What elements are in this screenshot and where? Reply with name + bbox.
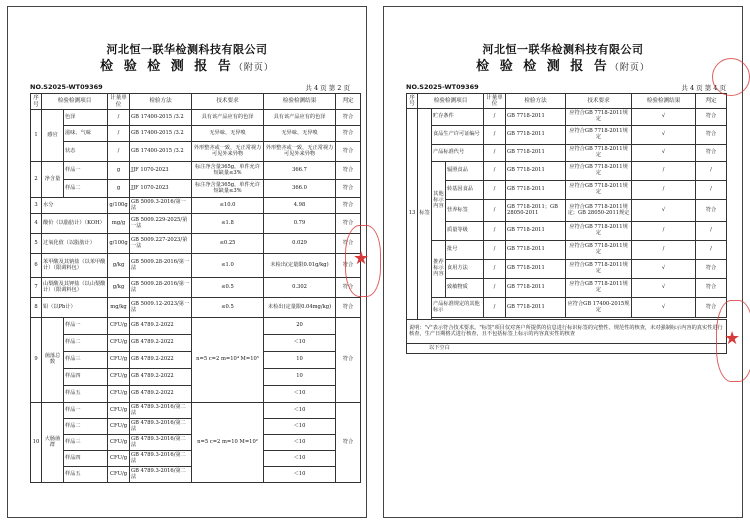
table-row	[31, 254, 361, 278]
method: GB 5009.12-2023/第一法	[130, 298, 192, 318]
result: ＜10	[264, 403, 336, 419]
item-name: 样品一	[64, 403, 108, 419]
table-row	[407, 279, 727, 298]
row-index: 3	[31, 198, 42, 214]
item-name: 过氧化值（以脂肪计）	[42, 234, 108, 254]
result: 4.98	[264, 198, 336, 214]
report-title	[8, 55, 366, 74]
item-name: 食用方法	[446, 260, 484, 279]
requirement: 应符合GB 17400-2015规定	[566, 298, 632, 318]
subgroup-label: 其他标示内容	[432, 162, 446, 241]
verdict: 符合	[336, 254, 361, 278]
result: 20	[264, 318, 336, 335]
item-name: 样品四	[64, 451, 108, 467]
requirement: 应符合GB 7718-2011规定	[566, 222, 632, 241]
item-name: 酸价（以脂肪计）（KOH）	[42, 214, 108, 234]
item-name: 辐照食品	[446, 162, 484, 181]
header-cell: 检验检测项目	[418, 94, 484, 109]
method: GB 7718-2011	[506, 181, 566, 200]
method: GB 17400-2015 /3.2	[130, 110, 192, 126]
result: √	[632, 109, 696, 126]
result: √	[632, 126, 696, 145]
table-row	[407, 109, 727, 126]
unit: CFU/g	[108, 419, 130, 435]
unit: CFU/g	[108, 335, 130, 352]
header-cell: 技术要求	[192, 94, 264, 110]
result: 0.79	[264, 214, 336, 234]
header-cell: 检验检测项目	[42, 94, 108, 110]
unit: mg/kg	[108, 298, 130, 318]
table-row	[31, 298, 361, 318]
item-name: 样品五	[64, 386, 108, 403]
item-name: 样品二	[64, 419, 108, 435]
method: GB 4789.3-2016/第二法	[130, 467, 192, 483]
unit: /	[484, 181, 506, 200]
row-index: 2	[31, 162, 42, 198]
unit: g/100g	[108, 198, 130, 214]
verdict: 符合	[696, 126, 727, 145]
requirement: ≤0.5	[192, 298, 264, 318]
title-text: 检 验 检 测 报 告	[100, 59, 234, 74]
table-row	[31, 110, 361, 126]
result: 未检出(定量限0.04mg/kg)	[264, 298, 336, 318]
requirement: 外形整齐或一致，无正常视力可见外来异物	[192, 142, 264, 162]
requirement: ≤1.8	[192, 214, 264, 234]
requirement: 应符合GB 7718-2011规定	[566, 181, 632, 200]
unit: CFU/g	[108, 451, 130, 467]
table-row	[407, 298, 727, 318]
table-row	[31, 234, 361, 254]
title-suffix: （附页）	[609, 63, 650, 73]
star-icon: ★	[724, 328, 741, 349]
method: GB 4789.2-2022	[130, 318, 192, 335]
header-cell: 计量单位	[108, 94, 130, 110]
verdict: 符合	[696, 279, 727, 298]
item-name: 山梨酸及其钾盐（以山梨酸计）（限调料包）	[42, 278, 108, 298]
unit: /	[484, 126, 506, 145]
requirement: 标注净含量365g，单件允许短缺量≤3%	[192, 162, 264, 180]
group-label: 大肠菌群	[42, 403, 64, 483]
table-row	[407, 162, 727, 181]
company-name: 河北恒一联华检测科技有限公司	[106, 43, 268, 56]
item-name: 状态	[64, 142, 108, 162]
verdict: 符合	[696, 260, 727, 279]
verdict: 符合	[336, 214, 361, 234]
header-cell: 检验方法	[130, 94, 192, 110]
result: √	[632, 145, 696, 162]
requirement: ≤1.0	[192, 254, 264, 278]
unit: /	[484, 200, 506, 222]
group-label: 标签	[418, 109, 432, 320]
result: √	[632, 200, 696, 222]
requirement: 标注净含量365g，单件允许短缺量≤3%	[192, 180, 264, 198]
requirement: n=5 c=2 m=10⁴ M=10⁵	[192, 318, 264, 403]
unit: g	[108, 162, 130, 180]
table-row	[407, 260, 727, 279]
item-name: 致敏物质	[446, 279, 484, 298]
item-name: 滋味、气味	[64, 126, 108, 142]
result: ＜10	[264, 419, 336, 435]
item-name: 产品标准代号	[432, 145, 484, 162]
header-cell: 判定	[336, 94, 361, 110]
table-row	[407, 126, 727, 145]
item-name: 转基因食品	[446, 181, 484, 200]
item-name: 样品一	[64, 162, 108, 180]
star-icon: ★	[353, 248, 370, 269]
group-label: 菌落总数	[42, 318, 64, 403]
method: GB 4789.2-2022	[130, 352, 192, 369]
requirement: ≤0.25	[192, 234, 264, 254]
verdict: /	[696, 181, 727, 200]
unit: CFU/g	[108, 386, 130, 403]
unit: /	[484, 222, 506, 241]
header-cell: 计量单位	[484, 94, 506, 109]
result: √	[632, 260, 696, 279]
page-info: 共 4 页 第 2 页	[305, 84, 350, 92]
verdict: 符合	[336, 162, 361, 180]
page-info: 共 4 页 第 4 页	[681, 84, 726, 92]
item-name: 色泽	[64, 110, 108, 126]
method: GB 4789.3-2016/第二法	[130, 419, 192, 435]
results-table	[406, 93, 727, 354]
method: GB 7718-2011	[506, 109, 566, 126]
header-cell: 检验检测结果	[264, 94, 336, 110]
verdict: 符合	[336, 278, 361, 298]
table-row	[31, 198, 361, 214]
result: ＜10	[264, 435, 336, 451]
table-row	[407, 200, 727, 222]
method: GB 7718-2011	[506, 279, 566, 298]
table-row	[407, 222, 727, 241]
verdict: 符合	[696, 145, 727, 162]
requirement: 应符合GB 7718-2011规定	[566, 126, 632, 145]
table-row	[31, 126, 361, 142]
method: GB 4789.2-2022	[130, 369, 192, 386]
result: 无异味、无异嗅	[264, 126, 336, 142]
requirement: 应符合GB 7718-2011规定	[566, 109, 632, 126]
item-name: 质量等级	[446, 222, 484, 241]
group-label: 感官	[42, 110, 64, 162]
item-name: 营养标签	[446, 200, 484, 222]
report-number: NO.S2025-WT09369	[406, 83, 479, 91]
row-index: 10	[31, 403, 42, 483]
row-index: 9	[31, 318, 42, 403]
unit: /	[484, 298, 506, 318]
row-index: 6	[31, 254, 42, 278]
unit: /	[484, 260, 506, 279]
method: GB 7718-2011	[506, 145, 566, 162]
unit: /	[108, 126, 130, 142]
item-name: 苯甲酸及其钠盐（以苯甲酸计）（限调料包）	[42, 254, 108, 278]
group-label: 净含量	[42, 162, 64, 198]
report-page-right	[383, 6, 743, 518]
result: 10	[264, 369, 336, 386]
unit: g/100g	[108, 234, 130, 254]
requirement: 应符合GB 7718-2011规定	[566, 279, 632, 298]
requirement: 应符合GB 7718-2011规定	[566, 260, 632, 279]
company-name: 河北恒一联华检测科技有限公司	[482, 43, 644, 56]
report-title	[384, 55, 742, 74]
unit: CFU/g	[108, 435, 130, 451]
method: GB 4789.3-2016/第二法	[130, 403, 192, 419]
method: GB 4789.2-2022	[130, 335, 192, 352]
row-index: 1	[31, 110, 42, 162]
item-name: 样品三	[64, 352, 108, 369]
row-index: 5	[31, 234, 42, 254]
requirement: 应符合GB 7718-2011规定	[566, 241, 632, 260]
method: GB 5009.227-2023/第一法	[130, 234, 192, 254]
verdict: /	[696, 241, 727, 260]
result: 10	[264, 352, 336, 369]
requirement: 无异味、无异嗅	[192, 126, 264, 142]
table-row	[407, 241, 727, 260]
result: /	[632, 222, 696, 241]
unit: mg/g	[108, 214, 130, 234]
item-name: 样品一	[64, 318, 108, 335]
result: ＜10	[264, 451, 336, 467]
verdict: /	[696, 162, 727, 181]
header-cell: 序号	[31, 94, 42, 110]
result: √	[632, 298, 696, 318]
verdict: 符合	[336, 126, 361, 142]
result: 具有该产品应有的色泽	[264, 110, 336, 126]
requirement: 具有该产品应有的色泽	[192, 110, 264, 126]
method: GB 17400-2015 /3.2	[130, 142, 192, 162]
method: GB 5009.28-2016/第一法	[130, 254, 192, 278]
verdict: 符合	[336, 198, 361, 214]
method: GB 17400-2015 /3.2	[130, 126, 192, 142]
result: 外形整齐或一致，无正常视力可见外来异物	[264, 142, 336, 162]
table-row	[31, 162, 361, 180]
unit: /	[484, 241, 506, 260]
verdict: 符合	[336, 403, 361, 483]
unit: CFU/g	[108, 369, 130, 386]
header-cell: 检验方法	[506, 94, 566, 109]
row-index: 13	[407, 109, 418, 320]
row-index: 7	[31, 278, 42, 298]
verdict: 符合	[336, 142, 361, 162]
item-name: 批号	[446, 241, 484, 260]
method: GB 5009.28-2016/第一法	[130, 278, 192, 298]
unit: g/kg	[108, 254, 130, 278]
verdict: 符合	[336, 318, 361, 403]
unit: /	[484, 279, 506, 298]
title-suffix: （附页）	[233, 63, 274, 73]
table-row	[31, 318, 361, 335]
item-name: 样品五	[64, 467, 108, 483]
result: ＜10	[264, 335, 336, 352]
requirement: 应符合GB 7718-2011规定；GB 28050-2011规定	[566, 200, 632, 222]
table-row	[31, 180, 361, 198]
method: GB 7718-2011；GB 28050-2011	[506, 200, 566, 222]
header-cell: 序号	[407, 94, 418, 109]
item-name: 样品二	[64, 335, 108, 352]
requirement: ≤0.5	[192, 278, 264, 298]
unit: CFU/g	[108, 352, 130, 369]
end-text: 以下空白	[407, 344, 727, 354]
result: 366.0	[264, 180, 336, 198]
table-row	[407, 145, 727, 162]
method: GB 4789.2-2022	[130, 386, 192, 403]
header-cell: 检验检测结果	[632, 94, 696, 109]
method: GB 7718-2011	[506, 260, 566, 279]
unit: CFU/g	[108, 403, 130, 419]
header-cell: 判定	[696, 94, 727, 109]
method: GB 7718-2011	[506, 222, 566, 241]
method: GB 4789.3-2016/第二法	[130, 451, 192, 467]
result: √	[632, 279, 696, 298]
row-index: 8	[31, 298, 42, 318]
header-cell: 技术要求	[566, 94, 632, 109]
unit: g	[108, 180, 130, 198]
requirement: n=5 c=2 m=10 M=10²	[192, 403, 264, 483]
requirement: 应符合GB 7718-2011规定	[566, 145, 632, 162]
unit: CFU/g	[108, 467, 130, 483]
verdict: /	[696, 222, 727, 241]
item-name: 样品三	[64, 435, 108, 451]
result: /	[632, 162, 696, 181]
table-row	[31, 214, 361, 234]
table-row	[407, 181, 727, 200]
table-row	[31, 142, 361, 162]
result: 0.029	[264, 234, 336, 254]
method: GB 5009.3-2016/第一法	[130, 198, 192, 214]
result: ＜10	[264, 386, 336, 403]
unit: /	[108, 142, 130, 162]
seal-stamp	[712, 58, 750, 96]
item-name: 食品生产许可证编号	[432, 126, 484, 145]
verdict: 符合	[696, 200, 727, 222]
results-table	[30, 93, 361, 483]
verdict: 符合	[696, 109, 727, 126]
unit: /	[484, 162, 506, 181]
remark-text: 说明："√"表示符合技术要求。"标签"项目仅对客户所提供的信息进行标识标签的完整性、规范性的核查，未对强制标示内容的真实性进行核查，生产日期格式进行核查，且不包括标签上标示的内容真实性的核查	[407, 320, 727, 344]
unit: g/kg	[108, 278, 130, 298]
item-name: 铅（以Pb计）	[42, 298, 108, 318]
table-row	[31, 278, 361, 298]
method: GB 7718-2011	[506, 298, 566, 318]
table-header-row	[407, 94, 727, 109]
verdict: 符合	[336, 298, 361, 318]
item-name: 水分	[42, 198, 108, 214]
unit: /	[484, 109, 506, 126]
row-index: 4	[31, 214, 42, 234]
unit: /	[108, 110, 130, 126]
result: /	[632, 181, 696, 200]
method: GB 5009.229-2025/第一法	[130, 214, 192, 234]
unit: /	[484, 145, 506, 162]
method: GB 7718-2011	[506, 162, 566, 181]
method: GB 7718-2011	[506, 126, 566, 145]
verdict: 符合	[696, 298, 727, 318]
method: JJF 1070-2023	[130, 180, 192, 198]
verdict: 符合	[336, 110, 361, 126]
report-number: NO.S2025-WT09369	[30, 83, 103, 91]
result: 366.7	[264, 162, 336, 180]
method: GB 4789.3-2016/第二法	[130, 435, 192, 451]
verdict: 符合	[336, 234, 361, 254]
remark-row	[407, 320, 727, 344]
report-page-left	[7, 6, 370, 518]
method: JJF 1070-2023	[130, 162, 192, 180]
result: ＜10	[264, 467, 336, 483]
result: 0.302	[264, 278, 336, 298]
item-name: 贮存条件	[432, 109, 484, 126]
item-name: 产品标准规定的其他标示	[432, 298, 484, 318]
end-row	[407, 344, 727, 354]
subgroup-label: 推荐标示内容	[432, 241, 446, 298]
requirement: 应符合GB 7718-2011规定	[566, 162, 632, 181]
result: /	[632, 241, 696, 260]
result: 未检出(定量限0.01g/kg)	[264, 254, 336, 278]
verdict: 符合	[336, 180, 361, 198]
table-row	[31, 403, 361, 419]
method: GB 7718-2011	[506, 241, 566, 260]
title-text: 检 验 检 测 报 告	[476, 59, 610, 74]
table-header-row	[31, 94, 361, 110]
unit: CFU/g	[108, 318, 130, 335]
requirement: ≤10.0	[192, 198, 264, 214]
item-name: 样品四	[64, 369, 108, 386]
item-name: 样品二	[64, 180, 108, 198]
